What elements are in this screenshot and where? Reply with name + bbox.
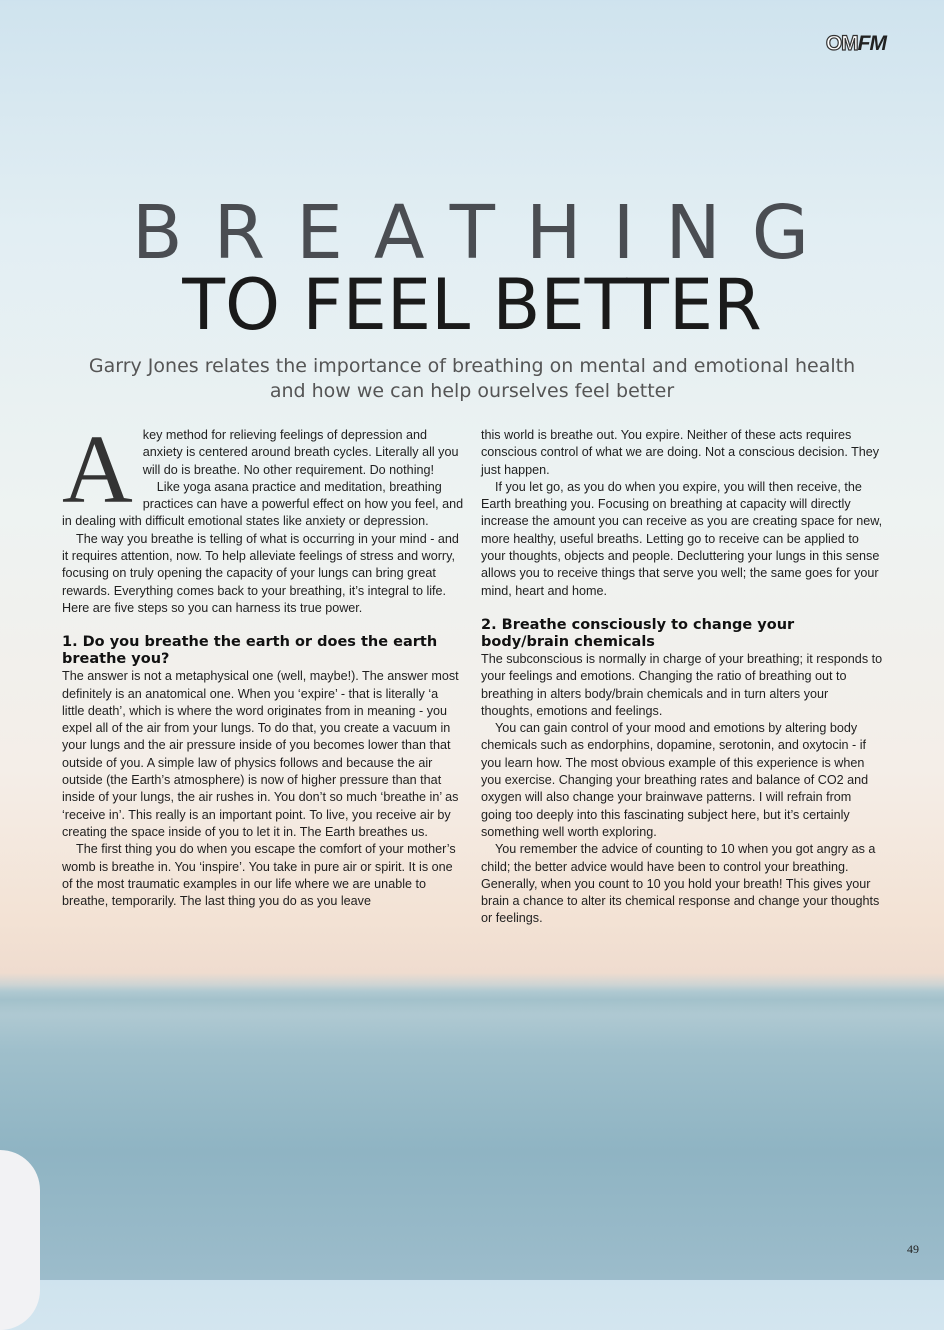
section2-paragraph-3: You remember the advice of counting to 10 when you got angry as a child; the better advice would have been to control your breathing. Generally, when you count to 10 you hold your breath! This gives your brain a chance to alter its chemical response and change your thoughts or feelings. bbox=[481, 842, 880, 926]
drop-cap: A bbox=[62, 416, 133, 524]
magazine-logo bbox=[826, 32, 886, 56]
standfirst-line1: Garry Jones relates the importance of breathing on mental and emotional health bbox=[88, 355, 856, 377]
headline-line2: TO FEEL BETTER bbox=[182, 264, 762, 346]
section1-paragraph-2: The first thing you do when you escape the comfort of your mother’s womb is breathe in. You ‘inspire’. You take in pure air or spirit. It is one of the most traumatic examples in our life where we are unable to breathe, temporarily. The last thing you do as you leave bbox=[62, 842, 456, 909]
intro-paragraph-3: The way you breathe is telling of what is occurring in your mind - and it requires attention, now. To help alleviate feelings of stress and worry, focusing on truly opening the capacity of your lungs can bring great rewards. Everything comes back to your breathing, it’s integral to life. Here are five steps so you can harness its true power. bbox=[62, 531, 459, 615]
article-column-right bbox=[481, 427, 883, 928]
article-column-left bbox=[62, 416, 464, 910]
white-cloth-edge bbox=[0, 1150, 40, 1330]
standfirst bbox=[80, 354, 864, 404]
sea-horizon bbox=[0, 985, 944, 1015]
page-number: 49 bbox=[907, 1242, 919, 1256]
logo-om: OM bbox=[825, 32, 858, 55]
intro-paragraph-2: Like yoga asana practice and meditation, breathing practices can have a powerful effect on how you feel, and in dealing with difficult emotional states like anxiety or depression. bbox=[62, 479, 464, 529]
section2-paragraph-1: The subconscious is normally in charge of your breathing; it responds to your feelings and emotions. Changing the ratio of breathing out to breathing in alters body/brain chemicals and in turn alters your thoughts, emotions and feelings. bbox=[481, 651, 883, 718]
intro-paragraph-1: key method for relieving feelings of depression and anxiety is centered around breath cycles. Literally all you will do is breathe. No other requirement. Do nothing! bbox=[142, 428, 459, 477]
section2-heading: 2. Breathe consciously to change your body/brain chemicals bbox=[481, 616, 795, 650]
section1-heading: 1. Do you breathe the earth or does the earth breathe you? bbox=[62, 634, 438, 668]
section1-paragraph-2-continued: this world is breathe out. You expire. Neither of these acts requires conscious control of what we are doing. Not a conscious decision. They just happen. bbox=[481, 428, 880, 477]
section1-paragraph-3: If you let go, as you do when you expire, you will then receive, the Earth breathing you. Focusing on breathing at capacity will directly increase the amount you can receive as you are creating space for new, more healthy, useful breaths. Letting go to receive can be applied to your thoughts, objects and people. Decluttering your lungs in this sense allows you to receive things that serve you well; the same goes for your mind, heart and home. bbox=[481, 479, 883, 598]
section2-paragraph-2: You can gain control of your mood and emotions by altering body chemicals such as endorphins, dopamine, serotonin, and oxytocin - if you learn how. The most obvious example of this experience is when you exercise. Changing your breathing rates and balance of CO2 and oxygen will also change your brainwave patterns. I will refrain from going too deeply into this fascinating subject here, but it’s certainly something well worth exploring. bbox=[481, 721, 869, 839]
headline-line1: BREATHING bbox=[131, 190, 841, 276]
standfirst-line2: and how we can help ourselves feel better bbox=[269, 380, 675, 402]
logo-fm: FM bbox=[857, 32, 886, 55]
section1-paragraph-1: The answer is not a metaphysical one (well, maybe!). The answer most definitely is an anatomical one. When you ‘expire’ - that is literally ‘a little death’, which is where the word originates from in meaning - you expel all of the air from your lungs. To do that, you create a vacuum in your lungs and the air pressure inside of you becomes lower than that outside of you. A simple law of physics follows and because the air outside (the Earth’s atmosphere) is now of higher pressure than that inside of your lungs, the air rushes in. You don’t so much ‘breathe in’ as ‘receive in’. This really is an important point. To live, you receive air by creating the space inside of you to let it in. The Earth breathes us. bbox=[62, 669, 459, 839]
